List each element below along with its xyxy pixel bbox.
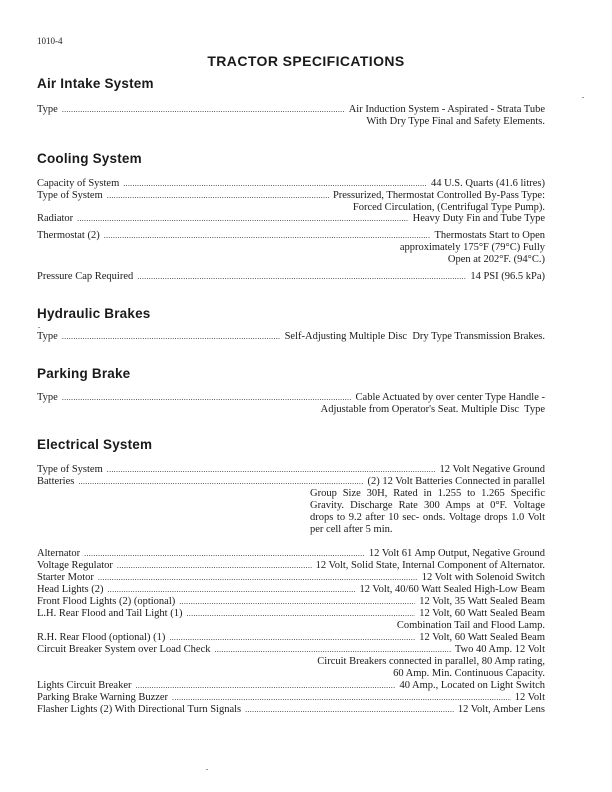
section-heading-cooling: Cooling System [37,151,142,166]
spec-label: Type [37,331,58,342]
spec-row-starter-motor [37,572,545,584]
spec-value: 12 Volt, 40/60 Watt Sealed High-Low Beam [359,584,545,595]
spec-label: Thermostat (2) [37,230,100,241]
spec-value: 44 U.S. Quarts (41.6 litres) [430,178,545,189]
spec-label: Capacity of System [37,178,120,189]
dot-leader [172,692,511,704]
spec-value: Cable Actuated by over center Type Handle - [355,392,545,403]
spec-row-capacity [37,178,545,190]
page-title: TRACTOR SPECIFICATIONS [207,53,405,69]
spec-value-cont: Circuit Breakers connected in parallel, 80 Amp rating, [317,656,545,667]
spec-value: 12 Volt, 35 Watt Sealed Beam [419,596,545,607]
spec-row-front-flood [37,596,545,608]
dot-leader [186,608,415,620]
section-heading-electrical: Electrical System [37,437,153,452]
scan-speck [582,97,584,98]
section-heading-hydraulic-brakes: Hydraulic Brakes [37,306,151,321]
spec-value: Self-Adjusting Multiple Disc Dry Type Transmission Brakes. [284,331,545,342]
spec-value: 12 Volt with Solenoid Switch [421,572,545,583]
spec-label: Head Lights (2) [37,584,104,595]
spec-label: Type [37,104,58,115]
scan-speck [206,769,208,770]
spec-label: Flasher Lights (2) With Directional Turn Signals [37,704,242,715]
spec-label: Type of System [37,190,103,201]
spec-label: Starter Motor [37,572,94,583]
spec-row-radiator [37,213,545,225]
spec-label: Type [37,392,58,403]
spec-row-head-lights [37,584,545,596]
dot-leader [62,104,345,116]
spec-label: Front Flood Lights (2) (optional) [37,596,176,607]
spec-value: 14 PSI (96.5 kPa) [470,271,545,282]
spec-value-cont: approximately 175°F (79°C) Fully [399,242,545,253]
spec-value: 12 Volt, Solid State, Internal Component of Alternator. [315,560,545,571]
spec-label: R.H. Rear Flood (optional) (1) [37,632,166,643]
dot-leader [107,584,355,596]
spec-row-alternator [37,548,545,560]
spec-value: 12 Volt 61 Amp Output, Negative Ground [368,548,545,559]
spec-row-batteries [37,476,545,536]
spec-value-cont: Open at 202°F. (94°C.) [447,254,545,265]
spec-label: L.H. Rear Flood and Tail Light (1) [37,608,183,619]
spec-label: Lights Circuit Breaker [37,680,132,691]
spec-label: Parking Brake Warning Buzzer [37,692,169,703]
dot-leader [104,230,431,242]
spec-row-air-intake-type [37,104,545,128]
section-heading-air-intake: Air Intake System [37,76,154,91]
spec-row-lh-rear-flood [37,608,545,632]
spec-row-voltage-regulator [37,560,545,572]
dot-leader [62,392,352,404]
spec-value: Two 40 Amp. 12 Volt [454,644,545,655]
spec-row-circuit-breaker-system [37,644,545,680]
spec-row-parking-buzzer [37,692,545,704]
section-heading-parking-brake: Parking Brake [37,366,131,381]
spec-value: Pressurized, Thermostat Controlled By-Pass Type: [332,190,545,201]
dot-leader [117,560,312,572]
spec-value-cont: 60 Amp. Min. Continuous Capacity. [393,668,545,679]
spec-value-cont: With Dry Type Final and Safety Elements. [366,116,545,127]
page-number: 1010-4 [37,36,63,46]
spec-value-cont: Combination Tail and Flood Lamp. [396,620,545,631]
dot-leader [245,704,454,716]
spec-value: 40 Amp., Located on Light Switch [399,680,545,691]
spec-row-parking-type [37,392,545,416]
spec-value: (2) 12 Volt Batteries Connected in parallel [367,476,545,487]
dot-leader [107,190,329,202]
spec-value: Air Induction System - Aspirated - Strata Tube [348,104,545,115]
dot-leader [215,644,451,656]
spec-label: Type of System [37,464,103,475]
spec-row-type-of-system [37,190,545,214]
spec-row-rh-rear-flood [37,632,545,644]
spec-value: Heavy Duty Fin and Tube Type [412,213,545,224]
dot-leader [123,178,427,190]
dot-leader [78,476,363,488]
spec-value: 12 Volt, 60 Watt Sealed Beam [419,632,545,643]
scan-speck [38,327,40,328]
spec-value: 12 Volt, Amber Lens [457,704,545,715]
dot-leader [107,464,436,476]
spec-row-lights-circuit-breaker [37,680,545,692]
spec-row-elec-type [37,464,545,476]
spec-row-pressure-cap [37,271,545,283]
spec-value: 12 Volt [514,692,545,703]
spec-value-cont: Adjustable from Operator's Seat. Multiple Disc Type [320,404,545,415]
spec-label: Circuit Breaker System over Load Check [37,644,211,655]
dot-leader [135,680,395,692]
spec-value-block: Group Size 30H, Rated in 1.255 to 1.265 Specific Gravity. Discharge Rate 300 Amps at 0°F. Voltage drops to 9.2 after 10 sec- onds. Voltage drops 1.0 Volt per cell after 5 min. [310,488,545,535]
spec-row-hydraulic-type [37,331,545,343]
spec-row-flasher-lights [37,704,545,716]
dot-leader [62,331,281,343]
dot-leader [137,271,466,283]
spec-label: Radiator [37,213,74,224]
spec-value: 12 Volt, 60 Watt Sealed Beam [419,608,545,619]
spec-value: Thermostats Start to Open [434,230,545,241]
dot-leader [179,596,415,608]
spec-value-cont: Forced Circulation, (Centrifugal Type Pump). [352,202,545,213]
dot-leader [77,213,408,225]
dot-leader [98,572,418,584]
spec-label: Voltage Regulator [37,560,113,571]
spec-label: Pressure Cap Required [37,271,134,282]
spec-label: Alternator [37,548,81,559]
spec-row-thermostat [37,230,545,266]
spec-label: Batteries [37,476,75,487]
spec-value: 12 Volt Negative Ground [439,464,545,475]
dot-leader [169,632,415,644]
dot-leader [84,548,365,560]
